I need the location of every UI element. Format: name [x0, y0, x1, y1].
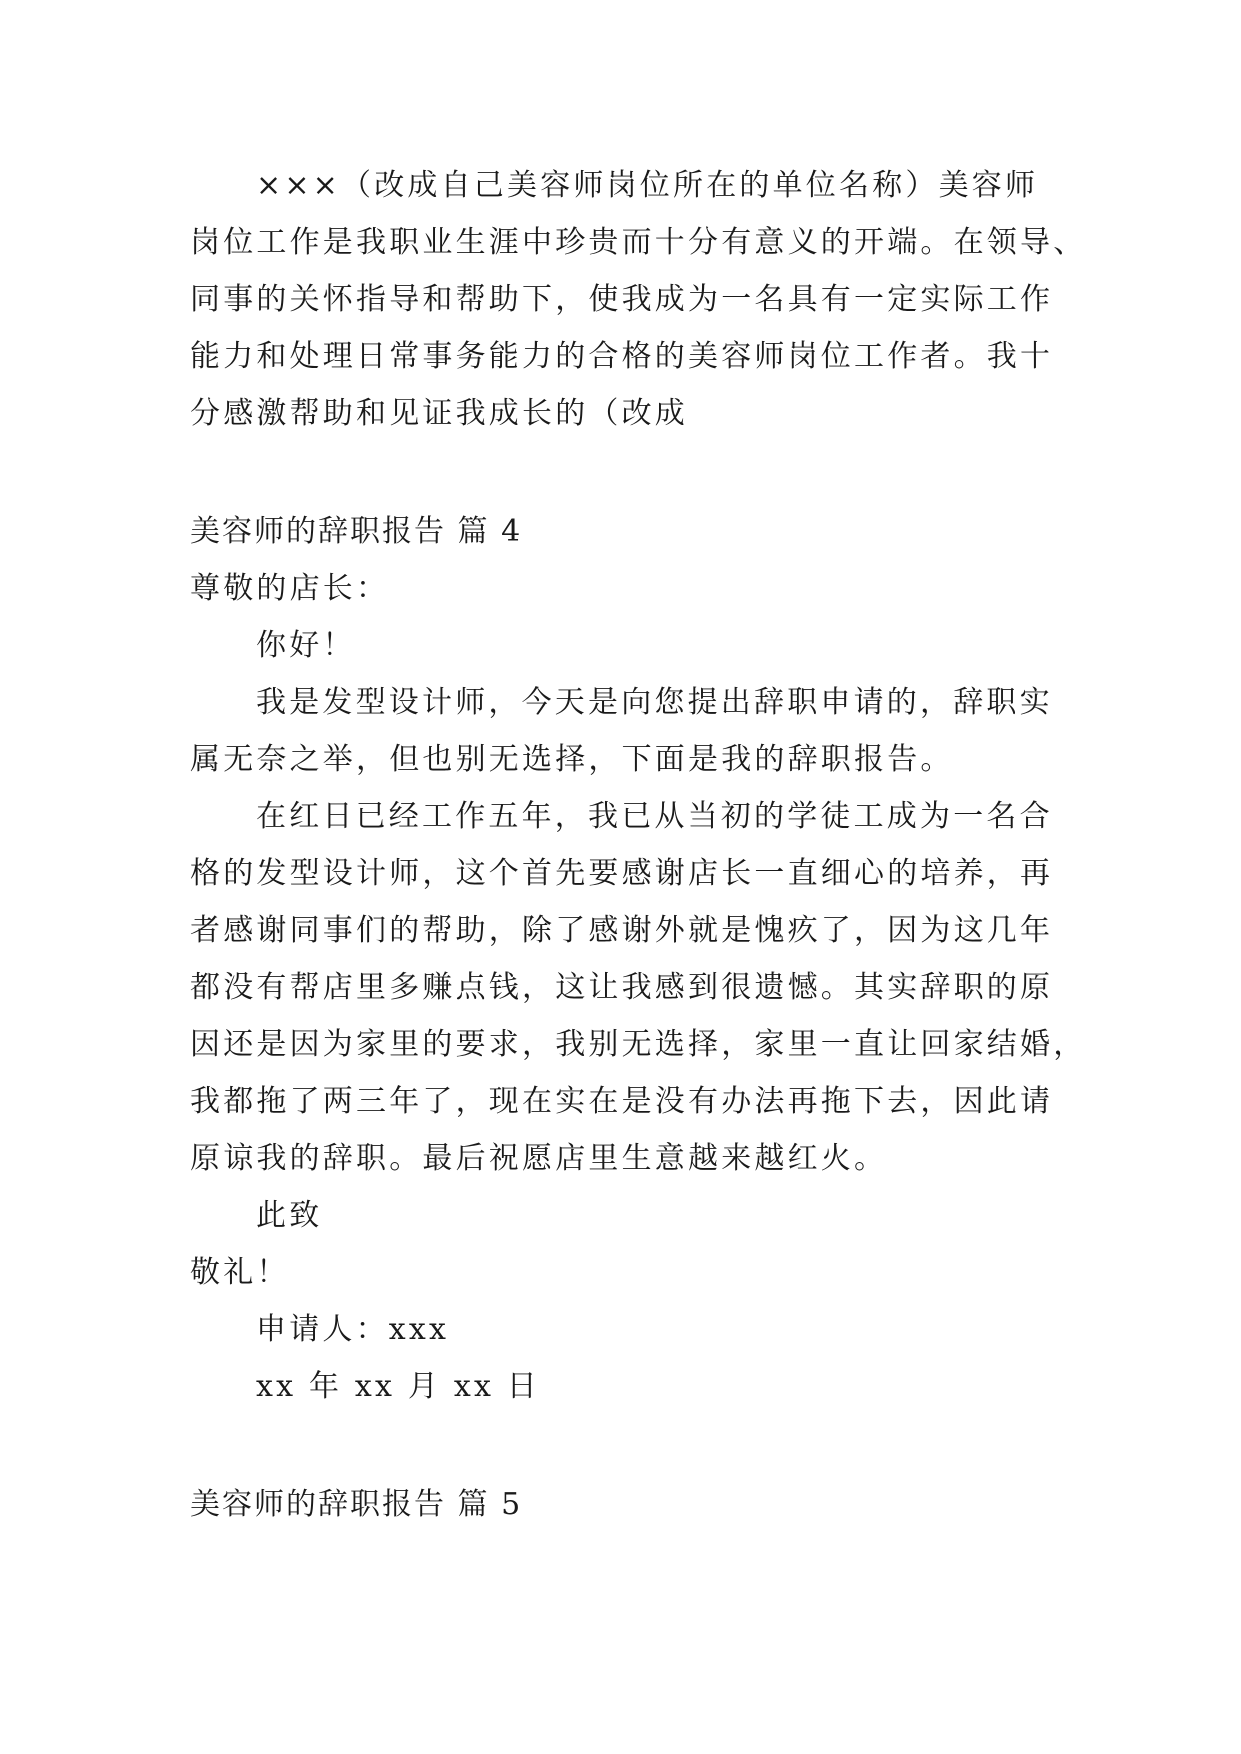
- applicant-line: 申请人：xxx: [256, 1312, 450, 1347]
- intro-line-5: 分感激帮助和见证我成长的（改成: [190, 396, 688, 431]
- salutation: 尊敬的店长：: [190, 571, 390, 606]
- intro-line-4: 能力和处理日常事务能力的合格的美容师岗位工作者。我十: [190, 339, 1054, 374]
- section5-title: 美容师的辞职报告 篇 5: [190, 1487, 523, 1522]
- p2-line-4: 都没有帮店里多赚点钱，这让我感到很遗憾。其实辞职的原: [190, 970, 1054, 1005]
- p1-line-1: 我是发型设计师，今天是向您提出辞职申请的，辞职实: [256, 685, 1053, 720]
- section4-title: 美容师的辞职报告 篇 4: [190, 514, 523, 549]
- closing-cizhi: 此致: [256, 1198, 323, 1233]
- p2-line-5: 因还是因为家里的要求，我别无选择，家里一直让回家结婚，: [190, 1027, 1087, 1062]
- p2-line-1: 在红日已经工作五年，我已从当初的学徒工成为一名合: [256, 799, 1053, 834]
- p1-line-2: 属无奈之举，但也别无选择，下面是我的辞职报告。: [190, 742, 954, 777]
- p2-line-6: 我都拖了两三年了，现在实在是没有办法再拖下去，因此请: [190, 1084, 1054, 1119]
- p2-line-7: 原谅我的辞职。最后祝愿店里生意越来越红火。: [190, 1141, 888, 1176]
- p2-line-2: 格的发型设计师，这个首先要感谢店长一直细心的培养，再: [190, 856, 1054, 891]
- intro-line-3: 同事的关怀指导和帮助下，使我成为一名具有一定实际工作: [190, 282, 1054, 317]
- closing-jingli: 敬礼！: [190, 1255, 290, 1290]
- date-line: xx 年 xx 月 xx 日: [256, 1369, 540, 1404]
- greeting: 你好！: [256, 628, 356, 663]
- intro-line-1: ×××（改成自己美容师岗位所在的单位名称）美容师: [256, 168, 1039, 203]
- p2-line-3: 者感谢同事们的帮助，除了感谢外就是愧疚了，因为这几年: [190, 913, 1054, 948]
- intro-line-2: 岗位工作是我职业生涯中珍贵而十分有意义的开端。在领导、: [190, 225, 1087, 260]
